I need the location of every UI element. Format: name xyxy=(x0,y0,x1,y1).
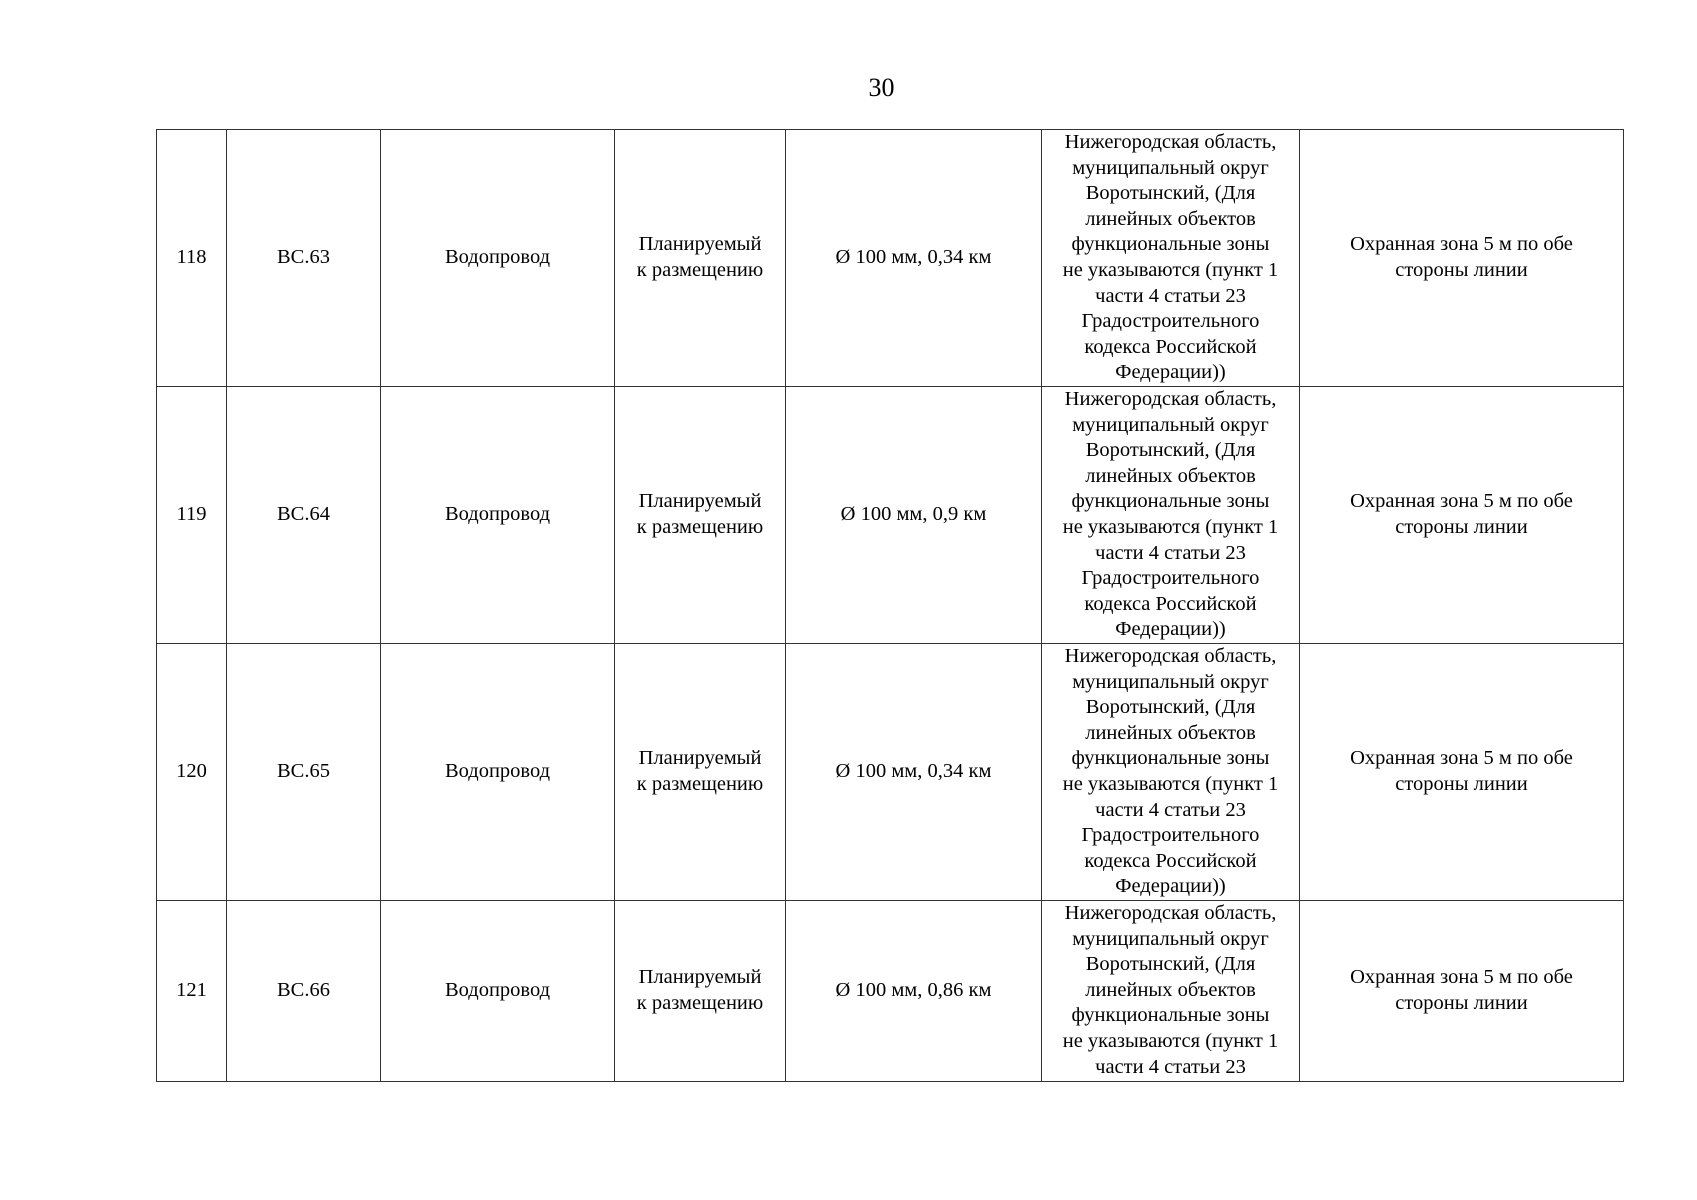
location-line: функциональные зоны xyxy=(1071,747,1270,770)
protection-zone-cell xyxy=(1300,387,1624,644)
status-line-1: Планируемый xyxy=(638,233,762,256)
row-number-cell: 120 xyxy=(157,644,227,901)
protection-zone-cell xyxy=(1300,130,1624,387)
location-line: Воротынский, (Для xyxy=(1085,953,1256,976)
zone-line-2: стороны линии xyxy=(1395,516,1528,538)
protection-zone-cell xyxy=(1300,901,1624,1082)
location-line: кодекса Российской xyxy=(1084,849,1257,872)
object-code-cell: ВС.66 xyxy=(227,901,381,1082)
status-line-2: к размещению xyxy=(636,259,764,281)
object-name-cell: Водопровод xyxy=(381,130,615,387)
location-line: не указываются (пункт 1 xyxy=(1062,772,1279,795)
zone-line-1: Охранная зона 5 м по обе xyxy=(1350,747,1573,770)
zone-line-2: стороны линии xyxy=(1395,992,1528,1014)
location-line: части 4 статьи 23 xyxy=(1095,284,1246,307)
table-row xyxy=(157,644,1624,901)
status-line-1: Планируемый xyxy=(638,490,762,513)
location-line: Нижегородская область, xyxy=(1064,645,1277,667)
status-cell xyxy=(615,901,786,1082)
object-name-cell: Водопровод xyxy=(381,387,615,644)
location-line: кодекса Российской xyxy=(1084,335,1257,358)
status-line-1: Планируемый xyxy=(638,966,762,989)
status-line-2: к размещению xyxy=(636,516,764,538)
objects-table xyxy=(156,129,1624,1082)
parameters-cell: Ø 100 мм, 0,34 км xyxy=(786,644,1042,901)
location-line: не указываются (пункт 1 xyxy=(1062,258,1279,281)
status-line-2: к размещению xyxy=(636,992,764,1014)
zone-line-2: стороны линии xyxy=(1395,259,1528,281)
location-line: Воротынский, (Для xyxy=(1085,696,1256,719)
location-line: Нижегородская область, xyxy=(1064,902,1277,924)
object-code-cell: ВС.65 xyxy=(227,644,381,901)
zone-line-1: Охранная зона 5 м по обе xyxy=(1350,966,1573,989)
zone-line-1: Охранная зона 5 м по обе xyxy=(1350,490,1573,513)
location-line: не указываются (пункт 1 xyxy=(1062,1029,1279,1052)
location-cell xyxy=(1042,644,1300,901)
status-line-1: Планируемый xyxy=(638,747,762,770)
table-row xyxy=(157,901,1624,1082)
location-line: Градостроительного xyxy=(1081,310,1260,333)
object-code-cell: ВС.64 xyxy=(227,387,381,644)
location-line: линейных объектов xyxy=(1085,978,1256,1001)
location-line: Федерации)) xyxy=(1115,361,1226,384)
table-row xyxy=(157,387,1624,644)
location-line: линейных объектов xyxy=(1085,464,1256,487)
object-code-cell: ВС.63 xyxy=(227,130,381,387)
location-line: муниципальный округ xyxy=(1072,670,1269,693)
location-line: функциональные зоны xyxy=(1071,233,1270,256)
status-cell xyxy=(615,644,786,901)
location-cell xyxy=(1042,130,1300,387)
location-line: Воротынский, (Для xyxy=(1085,182,1256,205)
object-name-cell: Водопровод xyxy=(381,901,615,1082)
object-name-cell: Водопровод xyxy=(381,644,615,901)
location-line: Федерации)) xyxy=(1115,875,1226,898)
row-number-cell: 119 xyxy=(157,387,227,644)
row-number-cell: 121 xyxy=(157,901,227,1082)
status-line-2: к размещению xyxy=(636,773,764,795)
location-line: линейных объектов xyxy=(1085,207,1256,230)
location-line: функциональные зоны xyxy=(1071,1004,1270,1027)
location-line: Градостроительного xyxy=(1081,824,1260,847)
table-row xyxy=(157,130,1624,387)
location-line: Нижегородская область, xyxy=(1064,131,1277,153)
location-line: части 4 статьи 23 xyxy=(1095,798,1246,821)
row-number-cell: 118 xyxy=(157,130,227,387)
location-line: муниципальный округ xyxy=(1072,413,1269,436)
parameters-cell: Ø 100 мм, 0,9 км xyxy=(786,387,1042,644)
page-number: 30 xyxy=(868,73,895,102)
parameters-cell: Ø 100 мм, 0,86 км xyxy=(786,901,1042,1082)
location-line: части 4 статьи 23 xyxy=(1095,1055,1246,1078)
location-line: Федерации)) xyxy=(1115,618,1226,641)
location-cell xyxy=(1042,387,1300,644)
location-line: Градостроительного xyxy=(1081,567,1260,590)
location-line: Нижегородская область, xyxy=(1064,388,1277,410)
location-line: муниципальный округ xyxy=(1072,927,1269,950)
zone-line-2: стороны линии xyxy=(1395,773,1528,795)
location-line: муниципальный округ xyxy=(1072,156,1269,179)
location-line: части 4 статьи 23 xyxy=(1095,541,1246,564)
location-line: кодекса Российской xyxy=(1084,592,1257,615)
location-line: функциональные зоны xyxy=(1071,490,1270,513)
status-cell xyxy=(615,130,786,387)
location-line: не указываются (пункт 1 xyxy=(1062,515,1279,538)
status-cell xyxy=(615,387,786,644)
location-cell xyxy=(1042,901,1300,1082)
zone-line-1: Охранная зона 5 м по обе xyxy=(1350,233,1573,256)
protection-zone-cell xyxy=(1300,644,1624,901)
location-line: линейных объектов xyxy=(1085,721,1256,744)
location-line: Воротынский, (Для xyxy=(1085,439,1256,462)
parameters-cell: Ø 100 мм, 0,34 км xyxy=(786,130,1042,387)
